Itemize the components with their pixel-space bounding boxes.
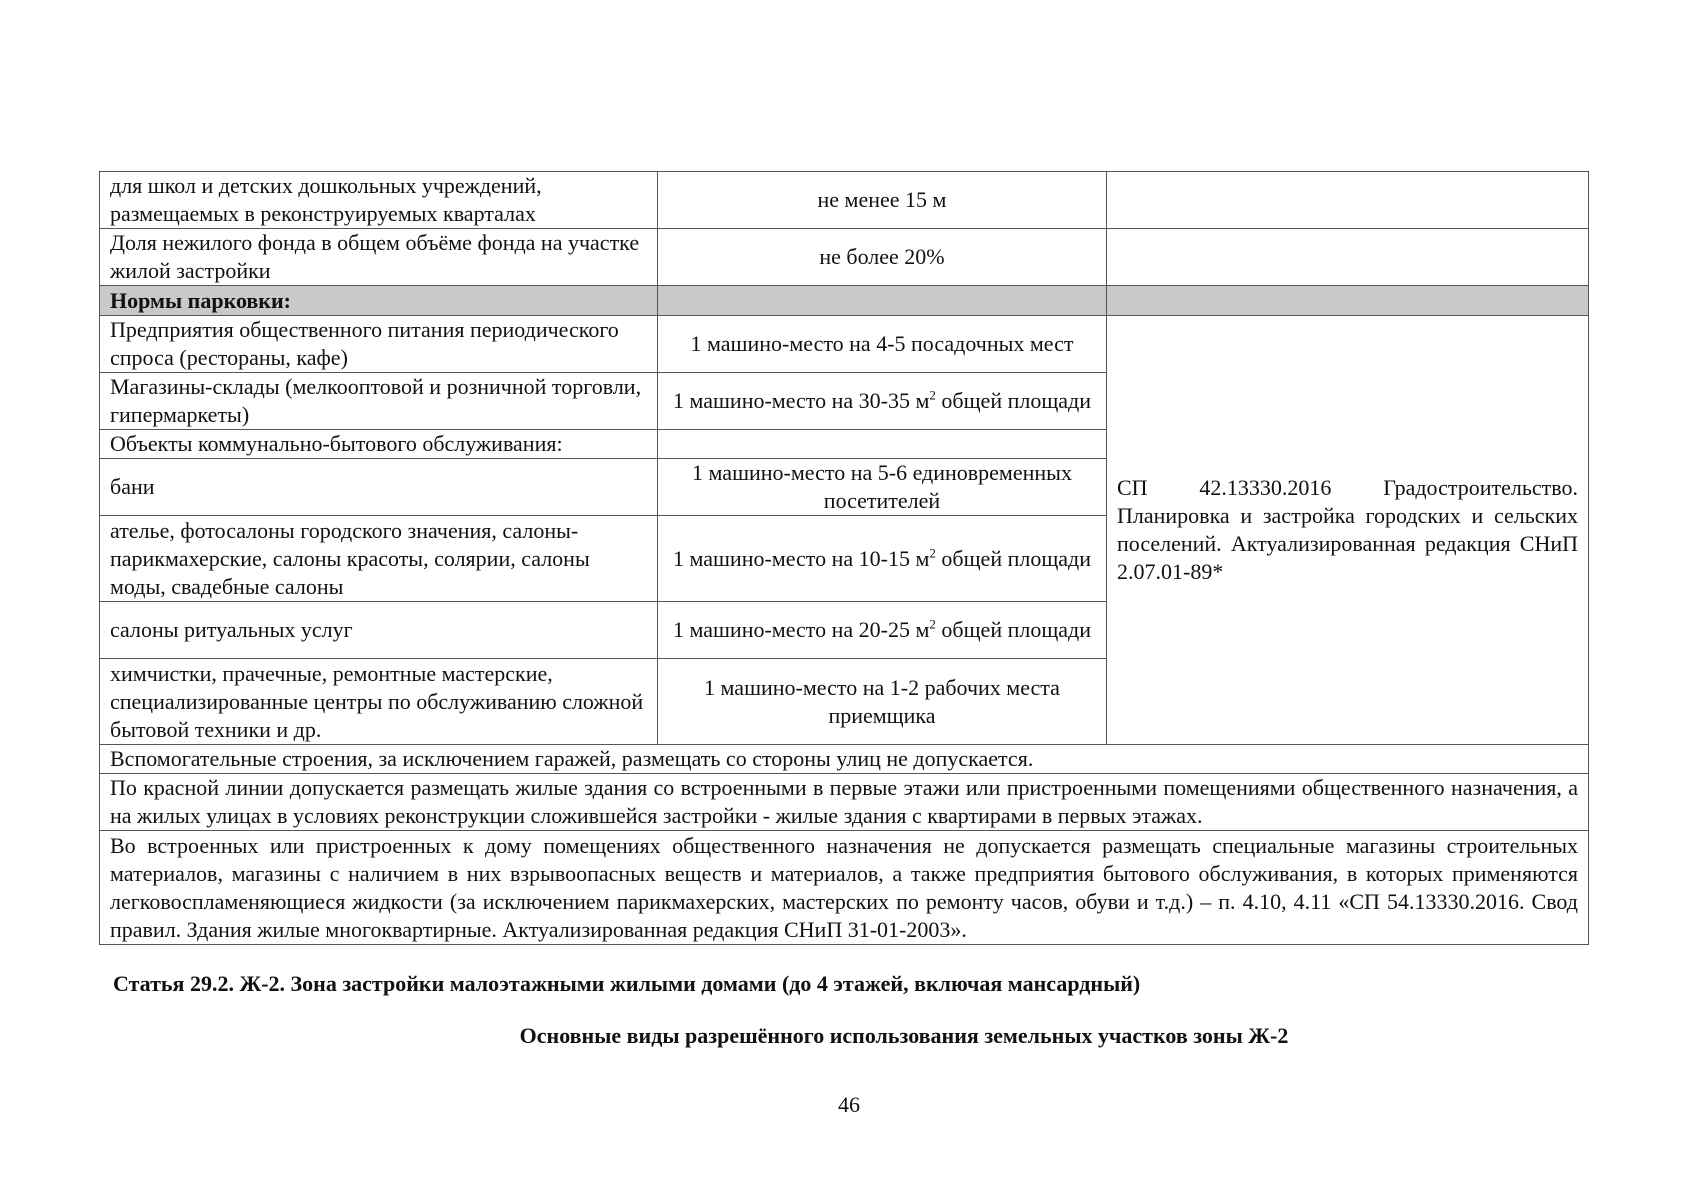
value-superscript: 2 — [929, 387, 936, 403]
note-text: Во встроенных или пристроенных к дому помещениях общественного назначения не допускается размещать специальные магазины строительных материалов, магазины с наличием в них взрывоопасных веществ и материалов, а также предприятия бытового обслуживания, в которых применяются легковоспламеняющиеся жидкости (за исключением парикмахерских, мастерских по ремонту часов, обуви и т.д.) – п. 4.10, 4.11 «СП 54.13330.2016. Свод правил. Здания жилые многоквартирные. Актуализированная редакция СНиП 31-01-2003». — [100, 831, 1589, 945]
parking-value — [658, 602, 1107, 659]
value-text: 1 машино-место на 20-25 м — [672, 617, 930, 642]
article-heading: Статья 29.2. Ж-2. Зона застройки малоэтажными жилыми домами (до 4 этажей, включая мансардный) — [113, 971, 1141, 996]
note-row — [100, 745, 1589, 774]
table-row — [100, 229, 1589, 286]
parking-value — [658, 516, 1107, 602]
value-text: общей площади — [935, 617, 1092, 642]
row-label: Доля нежилого фонда в общем объёме фонда на участке жилой застройки — [100, 229, 658, 286]
parking-value: 1 машино-место на 5-6 единовременных посетителей — [658, 459, 1107, 516]
parking-reference: СП 42.13330.2016 Градостроительство. Планировка и застройка городских и сельских поселений. Актуализированная редакция СНиП 2.07.01-89* — [1107, 316, 1589, 745]
note-row — [100, 774, 1589, 831]
page-number: 46 — [838, 1092, 860, 1117]
note-text: По красной линии допускается размещать жилые здания со встроенными в первые этажи или пристроенными помещениями общественного назначения, а на жилых улицах в условиях реконструкции сложившейся застройки - жилые здания с квартирами в первых этажах. — [100, 774, 1589, 831]
parking-value: 1 машино-место на 4-5 посадочных мест — [658, 316, 1107, 373]
value-superscript: 2 — [929, 545, 936, 561]
parking-label: химчистки, прачечные, ремонтные мастерские, специализированные центры по обслуживанию сложной бытовой техники и др. — [100, 659, 658, 745]
value-superscript: 2 — [929, 616, 936, 632]
value-text: 1 машино-место на 30-35 м — [672, 388, 930, 413]
parking-label: Магазины-склады (мелкооптовой и розничной торговли, гипермаркеты) — [100, 373, 658, 430]
table-row — [100, 316, 1589, 373]
parking-header-empty — [658, 286, 1107, 316]
note-text: Вспомогательные строения, за исключением гаражей, размещать со стороны улиц не допускается. — [100, 745, 1589, 774]
row-label: для школ и детских дошкольных учреждений, размещаемых в реконструируемых кварталах — [100, 172, 658, 229]
norms-table — [99, 171, 1589, 945]
parking-value — [658, 373, 1107, 430]
row-ref — [1107, 229, 1589, 286]
parking-label: Объекты коммунально-бытового обслуживания: — [100, 430, 658, 459]
parking-header-row — [100, 286, 1589, 316]
parking-value: 1 машино-место на 1-2 рабочих места приемщика — [658, 659, 1107, 745]
row-ref — [1107, 172, 1589, 229]
parking-label: салоны ритуальных услуг — [100, 602, 658, 659]
parking-label: Предприятия общественного питания периодического спроса (рестораны, кафе) — [100, 316, 658, 373]
row-value: не более 20% — [658, 229, 1107, 286]
value-text: 1 машино-место на 10-15 м — [672, 545, 930, 571]
parking-value — [658, 430, 1107, 459]
parking-label: ателье, фотосалоны городского значения, салоны-парикмахерские, салоны красоты, солярии, салоны моды, свадебные салоны — [100, 516, 658, 602]
parking-header: Нормы парковки: — [100, 286, 658, 316]
parking-header-empty — [1107, 286, 1589, 316]
row-value: не менее 15 м — [658, 172, 1107, 229]
parking-label: бани — [100, 459, 658, 516]
value-text: общей площади — [935, 388, 1092, 413]
table-row — [100, 172, 1589, 229]
note-row — [100, 831, 1589, 945]
value-text: общей площади — [935, 545, 1092, 571]
section-heading: Основные виды разрешённого использования земельных участков зоны Ж-2 — [519, 1023, 1289, 1048]
